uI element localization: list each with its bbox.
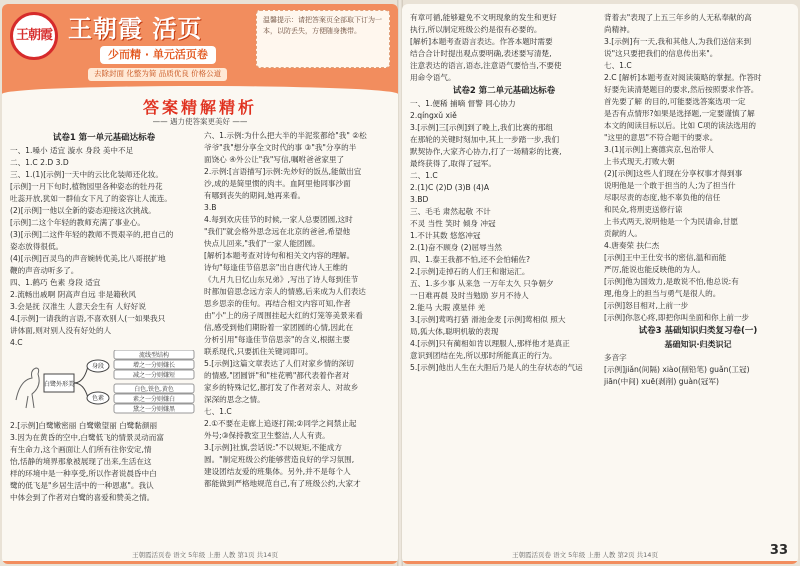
answer-line: 联系现代,只要抓住关键词即可。 — [204, 347, 313, 356]
answer-line: 一、1.便稀 捕嘀 督警 同心协力 — [410, 99, 516, 109]
answer-line: 5.[示例]他出人生在大胆后乃是人的生存状态的气运 — [410, 363, 583, 373]
answer-line: 七、1.C — [204, 407, 232, 416]
page-number: 33 — [769, 543, 788, 559]
answer-line: [示例]二这个年轻的教师充满了事业心。 — [10, 218, 146, 228]
answer-line: 三、毛毛 肃然起敬 不计 — [410, 207, 491, 217]
answer-line: 4.[示例]一请我的言语,不喜欢别人(一如果我只 — [10, 314, 166, 324]
answer-line: 有哪到丧失的期间,她再来看。 — [204, 191, 306, 200]
answer-line: 是否有点情形?如果是选择题,一定要谨慎了解 — [604, 109, 755, 118]
answer-line: 首先要了解 的目的,可能要选答案选项一定 — [604, 97, 746, 106]
answer-line: 2.qíngxǔ xiě — [410, 111, 457, 121]
answer-line: 2.能马 大瑕 漠星伴 羌 — [410, 303, 486, 313]
answer-line: 和民众,将刑吏送修行谅 — [604, 205, 683, 214]
answer-line: 样的环境中是一种享受,所以作者说晨昏中白 — [10, 469, 157, 479]
answer-line: 3.因为在黄昏的空中,白鹭低飞的情景灵动而富 — [10, 433, 164, 443]
answer-line: 2.[示例]走掉石的人们王和谢运汇。 — [410, 267, 530, 277]
answer-line: 一日难再晨 及时当勉励 岁月不待人 — [410, 291, 529, 301]
answer-line: 3.会是抚 汉准生 人意天会生有 人好好说 — [10, 302, 146, 312]
brand-logo-text: 王朝霞 — [15, 27, 52, 43]
answer-line: jiān(中间) xuē(剥削) guàn(冠军) — [604, 376, 719, 386]
right-column-2 — [604, 12, 792, 388]
diagram-note-text: 黛之一分则嫌黑 — [132, 406, 176, 414]
answer-line: 都能做到严格地规范自己,有了班级公约,大家才 — [204, 479, 361, 488]
diagram-branch-label: 色素 — [91, 395, 105, 403]
answer-line: [示例]jiǎn(间隔) xiào(削铅笔) guǎn(工冠) — [604, 364, 750, 374]
answer-line: 好要先读清楚题目的要求,然后按照要求作答。 — [604, 85, 759, 94]
answer-line: (2)[示例]一他以全新的姿态迎接这次挑战。 — [10, 206, 156, 216]
answer-line: 3.[示例]社旗,尝话说:"不以规矩,不能成方 — [204, 443, 342, 452]
answer-line: 说明他是一个敢于担当的人;为了担当什 — [604, 181, 736, 190]
section-subtitle: 基础知识·归类识记 — [664, 340, 732, 350]
answer-line: 信,感受到他们期盼着一家团圆的心情,因此在 — [204, 323, 354, 332]
diagram-note-text: 白色,铁色,黄色 — [134, 386, 174, 394]
answer-line: 面饶心 ④外公让"我"写信,嘱咐爸爸家里了 — [204, 155, 345, 164]
answer-line: 最终获得了,取得了冠军。 — [410, 159, 496, 169]
left-page — [2, 4, 398, 564]
diagram-note-text: 减之一分则嫌短 — [132, 372, 176, 380]
footer-bar — [2, 561, 398, 564]
brand-subtitle: 少而精 · 单元活页卷 — [100, 46, 216, 64]
answer-line: 思乡思亲的佳句。再结合相文内容可知,作者 — [204, 299, 351, 308]
answer-line: 建设团结友爱的班集体。另外,并不是每个人 — [204, 467, 351, 476]
page-subtitle: —— 遇力使答案更美好 —— — [152, 117, 248, 126]
right-page — [402, 4, 798, 564]
answer-line: 上书式两天,说明他是一个为民请命,甘愿 — [604, 217, 738, 226]
answer-line: 4.唐奏荣 扶仁杰 — [604, 241, 660, 250]
diagram-branch-line — [74, 366, 88, 383]
answer-line: 2.①不要在走廊上追逐打闹;②同学之间禁止起 — [204, 419, 357, 428]
answer-line: 有生命力,这个画面让人们所有往你安定,情 — [10, 445, 152, 455]
answer-line: 用命令语气。 — [410, 73, 456, 82]
answer-line: [示例]你忽心疼,即把你叫坐面和你上前一步 — [604, 313, 750, 322]
brand-logo — [10, 12, 58, 60]
answer-line: [解析]本题考查对诗句和相关文内容的理解。 — [204, 251, 355, 260]
left-page-footer: 王朝霞活页卷 语文 5年级 上册 人教 第1页 共14页 — [132, 550, 278, 559]
diagram-note-text: 增之一分则嫌长 — [132, 362, 176, 370]
answer-line: 2.(1)C (2)D (3)B (4)A — [410, 183, 490, 193]
answer-line: 七、1.C — [604, 61, 632, 70]
left-column-2 — [204, 130, 392, 490]
answer-line: 4.[示例]只有蔺相如肯以理服人,那样他才是真正 — [410, 339, 570, 349]
tips-box: 温馨提示：请把答案页全部取下订为一本，以防丢失，方便随身携带。 — [256, 10, 390, 68]
answer-line: 3.BD — [410, 195, 429, 205]
answer-line: 局,狐大体,聪明机敏的表现 — [410, 327, 499, 337]
answer-line: 本文的阅读目标以后。比如 C项的读法选用的 — [604, 121, 756, 130]
right-page-footer: 王朝霞活页卷 语文 5年级 上册 人教 第2页 共14页 — [512, 550, 658, 559]
header-band — [2, 4, 398, 94]
answer-line: "这里的意思"不符合题干的要求。 — [604, 133, 718, 142]
answer-line: 鹭的低飞是"乡居生活中的一种恩惠"。我认 — [10, 481, 154, 491]
answer-line: 默契协作,大家齐心协力,打了一场精彩的比赛, — [410, 147, 562, 157]
answer-line: 背着去"表现了上五三年乡的人无私奉献的高 — [604, 13, 752, 22]
answer-line: 理,他身上的担当与勇气是很人的。 — [604, 289, 721, 298]
answer-line: 2.C [解析]本题考查对阅读策略的掌握。作答时 — [604, 73, 762, 82]
answer-line: 家乡的特殊记忆,都打发了作者对亲人、对故乡 — [204, 383, 359, 392]
answer-line: 3.[示例]莺鸣打猎 滑池金麦 [示例]莺相似 照大 — [410, 315, 566, 325]
diagram-svg — [10, 350, 198, 416]
answer-line: 一、1.嗓小 适宜 漩水 身段 美中不足 — [10, 146, 134, 156]
section-title: 试卷2 第二单元基础达标卷 — [452, 86, 556, 96]
answer-line: 意识到团结在先,所以那时所能真正的行为。 — [410, 351, 557, 361]
answer-line: 中体会到了作者对白鹭的喜爱和赞美之情。 — [10, 493, 155, 503]
diagram-branch-label: 身段 — [91, 363, 105, 371]
answer-line: 三、1.(1)[示例]一天中的云比化装师还化妆。 — [10, 170, 164, 180]
answer-line: 结合合计时提出观点要明确,表述要写清楚, — [410, 49, 552, 58]
answer-line: 讲体面,则对别人没有好处的人 — [10, 326, 112, 336]
answer-line: 2.[示例]白鹭嫩密丽 白鹭嫩望丽 白鹭黏颜丽 — [10, 421, 158, 431]
answer-line: 怡,恬静的境界那象被展现了出来,生活在这 — [10, 457, 152, 467]
answer-line: 执行,所以制定班级公约是很有必要的。 — [410, 25, 542, 34]
answer-line: 4.C — [10, 338, 23, 348]
answer-line: 不灵 当性 笑时 倾身 冲冠 — [410, 219, 496, 229]
egret-icon — [16, 368, 39, 408]
answer-line: 鞭的声音动听多了。 — [10, 266, 79, 276]
answer-line: 六、1.示例:为什么把大半的半泥浆都给"我" ②松 — [204, 131, 367, 140]
answer-line: 尽职尽责的态度,他不辜负他的信任 — [604, 193, 721, 202]
answer-line: 贡献的人。 — [604, 229, 642, 238]
answer-line: 2.流畅出戚啊 阴高声自远 非是籍秋风 — [10, 290, 136, 300]
answer-line: [示例]他为国效力,是敢说不怕,他总说:有 — [604, 277, 739, 286]
answer-line: [示例]王中王仕安书的密信,温和而能 — [604, 253, 727, 262]
answer-line: 2.示例:[言语描写]示例:先炒好的饭丛,能做出宜 — [204, 167, 362, 176]
answer-line: 上书式现天,打败大朝 — [604, 157, 675, 166]
white-egret-diagram — [10, 350, 198, 416]
answer-line: 二、1.C — [410, 171, 438, 181]
answer-line: [示例]怒目相对,上前一步 — [604, 301, 689, 310]
answer-line: 5.[示例]这篇文章表达了人们对家乡情的深切 — [204, 359, 354, 368]
answer-line: 注意表达的语言,语态,注意语气要恰当,不要使 — [410, 61, 562, 70]
answer-line: 1.不计其数 悠悠冲冠 — [410, 231, 481, 241]
section-title: 试卷1 第一单元基础达标卷 — [52, 133, 156, 143]
diagram-note-text: 素之一分则嫌白 — [132, 396, 176, 404]
answer-line: 诗句"每逢佳节倍思亲"出自唐代诗人王维的 — [204, 263, 348, 272]
answer-line: 外号;③保持教室卫生整洁,人人有责。 — [204, 431, 330, 440]
answer-line: 《九月九日忆山东兄弟》,写出了诗人每到佳节 — [204, 275, 359, 284]
answer-line: "我们"就会格外思念远在北京的爸爸,希望他 — [204, 227, 351, 236]
answer-line: 在那轮的关键时刻加中,其上一步踏一步,我们 — [410, 135, 560, 145]
answer-line: 3.(1)[示例]上赛德宾京,包治带人 — [604, 145, 714, 154]
answer-line: 四、1.鹤巧 色素 身段 适宜 — [10, 278, 101, 288]
answer-line: [解析]本题考查语言表达。作答本题时需要 — [410, 37, 553, 46]
answer-line: 四、1.泰王我都不怕,还不会怕辅佐? — [410, 255, 531, 265]
answer-line: 圆。"制定班级公约能够营造良好的学习氛围, — [204, 455, 355, 464]
answer-line: 快点儿回来,"我们"一家人能团圆。 — [204, 239, 320, 248]
answer-line: 姿态放得很低。 — [10, 242, 64, 252]
answer-line: 多音字 — [604, 352, 627, 362]
brand-title: 王朝霞 活页 — [68, 14, 203, 43]
answer-line: 沙,成的是简里惯的肉丰。血阿里他同事沙面 — [204, 179, 351, 188]
answer-line: (4)[示例]百灵鸟的声音婉转优美,比八哥抿扩地 — [10, 254, 166, 264]
answer-line: 的情感,"团圆饼"和"桂花鸭"都代表着作者对 — [204, 371, 350, 380]
answer-line: 有章可循,能够避免不文明现象的发生和更好 — [410, 13, 557, 22]
left-column-1 — [10, 130, 198, 504]
answer-line: (2)[示例]这些人们现在分享权事才得到事 — [604, 169, 743, 178]
answer-line: 说"这只要把我们的信息传出来"。 — [604, 49, 718, 58]
answer-line: 2.(1)奋不顾身 (2)屈辱当然 — [410, 243, 502, 253]
answer-line: 3.B — [204, 203, 217, 212]
answer-line: 4.每到欢庆佳节的时候,一家人总要团圆,这时 — [204, 215, 353, 224]
page-title: 答案精解精析 — [142, 98, 257, 117]
answer-line: 3.[示例]有一天,我和其他人,为我们送信来到 — [604, 37, 752, 46]
answer-line: 五、1.多少事 从来急 一万年太久 只争朝夕 — [410, 279, 554, 289]
answer-line: 深深的思念之情。 — [204, 395, 265, 404]
answer-line: 3.[示例]三[示例]到了晚上,我们比赛的那组 — [410, 123, 554, 133]
answer-line: 二、1.C 2.D 3.D — [10, 158, 69, 168]
brand-slogan: 去除封面 化整为简 品质优良 价格公道 — [88, 68, 227, 81]
footer-bar — [402, 561, 798, 564]
answer-line: 吐蕊开放,犹如一群仙女下凡了的姿容让人流连。 — [10, 194, 172, 204]
answer-line: 时都加倍思念远方亲人的情感,后来成为人们表达 — [204, 287, 366, 296]
answer-line: 分析引用"每逢佳节倍思亲"的含义,根据主要 — [204, 335, 351, 344]
diagram-branch-line — [74, 383, 88, 398]
answer-line: 尚精神。 — [604, 25, 635, 34]
answer-line: 由"小"上的房子周围挂起大红的灯笼等美景来看 — [204, 311, 363, 320]
answer-line: 爷爷"我"想分享全文时代的事 ③"我"分享的半 — [204, 143, 357, 152]
diagram-note-text: 流线型结构 — [138, 352, 170, 360]
right-column-1 — [410, 12, 598, 374]
answer-line: (3)[示例]二这件年轻的教师不畏艰辛的,把自己的 — [10, 230, 174, 240]
answer-line: [示例]一月下旬时,植物园里各种姿态的牡丹花 — [10, 182, 163, 192]
diagram-center-label: 白鹭外形美 — [43, 381, 75, 389]
answer-line: 严厉,能说也能反映他的为人。 — [604, 265, 706, 274]
section-title: 试卷3 基础知识归类复习卷(一) — [638, 326, 758, 336]
